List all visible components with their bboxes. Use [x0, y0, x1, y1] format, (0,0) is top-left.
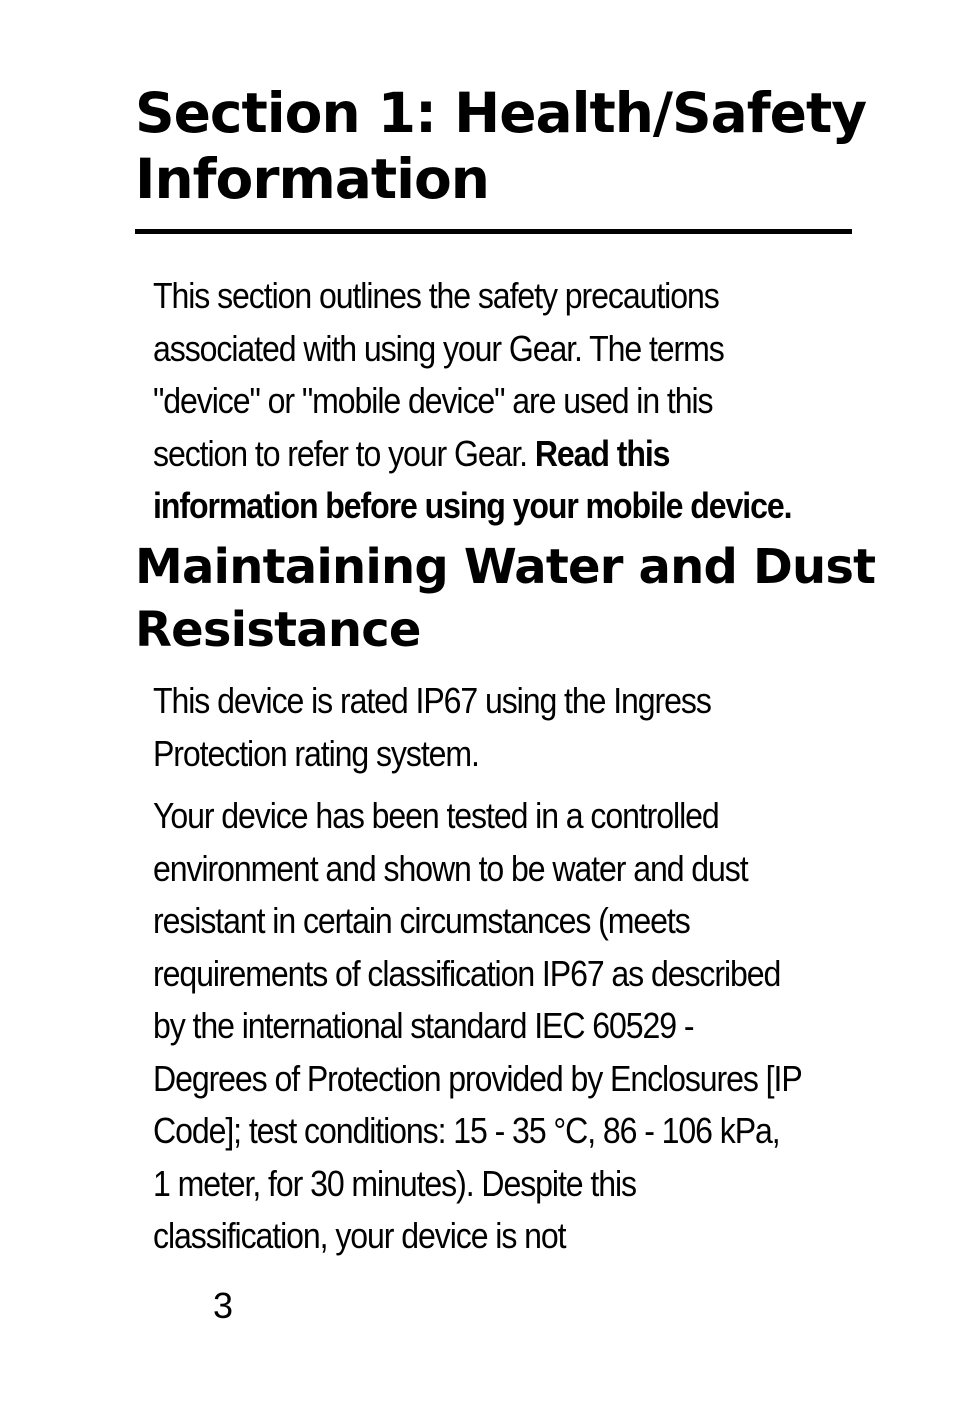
intro-paragraph — [153, 270, 803, 533]
intro-bold-text: Read this information before using your mobile device. — [153, 432, 792, 526]
rating-paragraph: This device is rated IP67 using the Ingress Protection rating system. — [153, 680, 711, 774]
testing-paragraph: Your device has been tested in a controlled environment and shown to be water and dust resistant in certain circumstances (meets requirements of classification IP67 as described by the international standard IEC 60529 - Degrees of Protection provided by Enclosures [IP Code]; test conditions: 15 - 35 °C, 86 - 106 kPa, 1 meter, for 30 minutes). Despite this classification, your device is not — [153, 795, 802, 1256]
intro-text: This section outlines the safety precautions associated with using your Gear. The terms "device" or "mobile device" are used in this section to refer to your Gear. — [153, 275, 724, 474]
subsection-title: Maintaining Water and Dust Resistance — [135, 539, 876, 658]
page-number: 3 — [213, 1285, 234, 1326]
title-divider — [135, 229, 852, 234]
section-title: Section 1: Health/Safety Information — [135, 81, 867, 211]
